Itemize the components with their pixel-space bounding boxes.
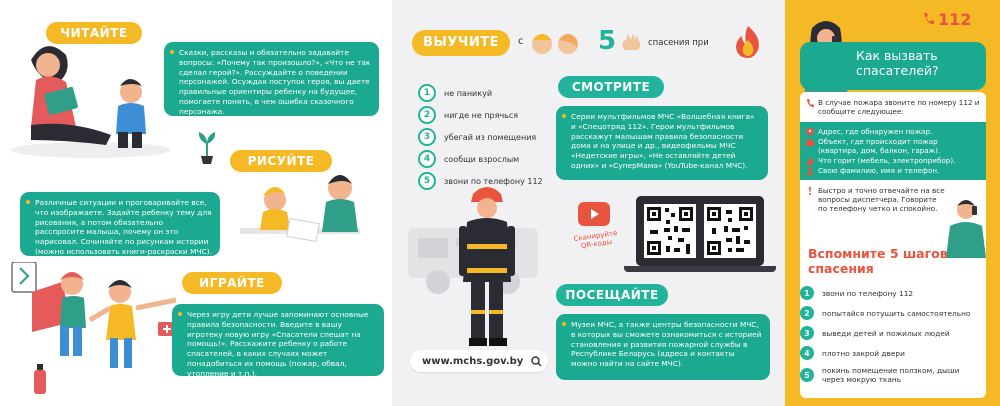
read-title: ЧИТАЙТЕ bbox=[46, 22, 142, 44]
rescue-step bbox=[800, 286, 980, 300]
step-label: убегай из помещения bbox=[444, 132, 537, 142]
bullet-dot bbox=[170, 50, 174, 54]
rescue-step-label: плотно закрой двери bbox=[822, 348, 905, 358]
bullet-dot bbox=[562, 114, 566, 118]
flame-icon bbox=[806, 157, 814, 165]
fire-icon bbox=[734, 24, 762, 58]
rescue-step-label: звони по телефону 112 bbox=[822, 288, 914, 298]
intro-line bbox=[806, 98, 982, 116]
learn-number: 5 bbox=[598, 26, 617, 56]
draw-text: Различные ситуации и проговаривайте все, что изображаете. Задайте ребенку тему для рисования, а потом обязательно расспросите малыша, почему он это нарисовал. Сочиняйте по рисункам истории (можно использовать книги-раскраски МЧС). bbox=[35, 198, 212, 256]
rescue-step-number: 2 bbox=[800, 306, 814, 320]
step-number: 4 bbox=[418, 150, 436, 168]
left-panel bbox=[0, 0, 392, 406]
person-icon bbox=[806, 167, 814, 175]
play-text: Через игру дети лучше запоминают основные правила безопасности. Введите в вашу игротеку новую игру «Спасатели спешат на помощь!». Расскажите ребенку о работе спасателей, в каких случаях может понадобиться их помощь (пожар, обвал, утопление и т.п.). bbox=[187, 310, 369, 378]
emergency-number: 112 bbox=[938, 10, 972, 29]
answer-line bbox=[806, 186, 946, 213]
steps-list-item bbox=[418, 128, 536, 146]
remember-title: Вспомните 5 шагов спасения bbox=[808, 246, 948, 276]
play-title: ИГРАЙТЕ bbox=[182, 272, 282, 294]
visit-text: Музеи МЧС, а также центры безопасности МЧС, в которых вы сможете ознакомиться с историей становления и развития пожарной службы в Республике Беларусь (адреса и контакты можно найти на сайте МЧС). bbox=[571, 320, 762, 369]
exclamation-icon bbox=[806, 187, 814, 195]
search-icon[interactable] bbox=[531, 356, 542, 367]
rescue-step-number: 3 bbox=[800, 326, 814, 340]
step-number: 5 bbox=[418, 172, 436, 190]
intro-text: В случае пожара звоните по номеру 112 и сообщите следующее: bbox=[818, 98, 980, 116]
step-number: 1 bbox=[418, 84, 436, 102]
man-phone-illustration bbox=[944, 196, 988, 258]
learn-with-text: с bbox=[518, 36, 524, 47]
rescue-step bbox=[800, 346, 980, 360]
website-url[interactable]: www.mchs.gov.by bbox=[422, 355, 524, 367]
children-faces-icon bbox=[530, 30, 582, 56]
info-text: Что горит (мебель, электроприбор). bbox=[818, 156, 956, 165]
watch-bubble bbox=[556, 106, 768, 180]
playing-children-illustration bbox=[10, 262, 180, 402]
rescue-step-number: 5 bbox=[800, 368, 814, 382]
rescue-step bbox=[800, 366, 980, 384]
info-line bbox=[806, 137, 980, 155]
step-label: звони по телефону 112 bbox=[444, 176, 543, 186]
info-text: Объект, где происходит пожар (квартира, дом, балкон, гараж). bbox=[818, 137, 941, 155]
play-bubble bbox=[172, 304, 384, 376]
answer-text: Быстро и точно отвечайте на все вопросы диспетчера. Говорите по телефону четко и спокойно. bbox=[818, 186, 945, 213]
qr-code-icon[interactable] bbox=[704, 204, 756, 258]
bullet-dot bbox=[178, 312, 182, 316]
rescue-step-number: 1 bbox=[800, 286, 814, 300]
read-text: Сказки, рассказы и обязательно задавайте вопросы: «Почему так произошло?», «Что не так сделал герой?». Рассуждайте о поведении персонажей. Осуждая поступок героя, вы даете правильные ориентиры ребенку на будущее, помогаете понять, в чем ошибка сказочного персонажа. bbox=[179, 48, 371, 116]
step-label: сообщи взрослым bbox=[444, 154, 520, 164]
step-label: не паникуй bbox=[444, 88, 493, 98]
watch-text: Серии мультфильмов МЧС «Волшебная книга» и «Спецотряд 112». Герои мультфильмов расскажут малышам правила безопасности дома и на улице и др., видеофильмы МЧС «Недетские игры», «Не оставляйте детей одних» и «СуперМама» (YouTube-канал МЧС). bbox=[571, 112, 755, 170]
info-text: Адрес, где обнаружен пожар. bbox=[818, 127, 933, 136]
plant-icon bbox=[196, 130, 218, 164]
bullet-dot bbox=[562, 322, 566, 326]
bullet-dot bbox=[26, 200, 30, 204]
visit-bubble bbox=[556, 314, 770, 380]
phone-icon bbox=[922, 12, 934, 26]
draw-bubble bbox=[20, 192, 220, 256]
step-number: 3 bbox=[418, 128, 436, 146]
step-label: нигде не прячься bbox=[444, 110, 519, 120]
phone-icon bbox=[806, 99, 814, 107]
qr-caption: Сканируйте QR-коды bbox=[573, 229, 618, 251]
rescue-step-label: выведи детей и пожилых людей bbox=[822, 328, 950, 338]
call-heading: Как вызвать спасателей? bbox=[856, 48, 939, 78]
hand-five-icon bbox=[620, 32, 642, 52]
learn-title: ВЫУЧИТЕ bbox=[412, 30, 510, 56]
house-icon bbox=[806, 138, 814, 146]
call-heading-box bbox=[800, 42, 986, 90]
firefighter-illustration bbox=[455, 182, 519, 350]
laptop-screen bbox=[636, 196, 764, 266]
youtube-icon bbox=[578, 202, 610, 226]
website-search-bar[interactable] bbox=[410, 350, 548, 372]
step-number: 2 bbox=[418, 106, 436, 124]
learn-suffix: спасения при bbox=[648, 38, 709, 48]
qr-code-icon[interactable] bbox=[644, 204, 696, 258]
drawing-family-illustration bbox=[230, 166, 380, 266]
read-bubble bbox=[164, 42, 379, 116]
rescue-step-number: 4 bbox=[800, 346, 814, 360]
info-line bbox=[806, 127, 980, 136]
laptop-base bbox=[624, 266, 776, 272]
draw-title: РИСУЙТЕ bbox=[230, 150, 332, 172]
location-pin-icon bbox=[806, 128, 814, 136]
info-line bbox=[806, 156, 980, 165]
visit-title: ПОСЕЩАЙТЕ bbox=[556, 284, 668, 306]
steps-list-item bbox=[418, 84, 492, 102]
steps-list-item bbox=[418, 106, 518, 124]
watch-title: СМОТРИТЕ bbox=[558, 76, 664, 98]
rescue-step bbox=[800, 306, 980, 320]
rescue-step-label: покинь помещение ползком, дыши через мокрую ткань bbox=[822, 366, 960, 384]
rescue-step bbox=[800, 326, 980, 340]
info-text: Свою фамилию, имя и телефон. bbox=[818, 166, 940, 175]
info-line bbox=[806, 166, 980, 175]
rescue-step-label: попытайся потушить самостоятельно bbox=[822, 308, 971, 318]
report-info-box bbox=[800, 122, 986, 180]
steps-list-item bbox=[418, 150, 519, 168]
